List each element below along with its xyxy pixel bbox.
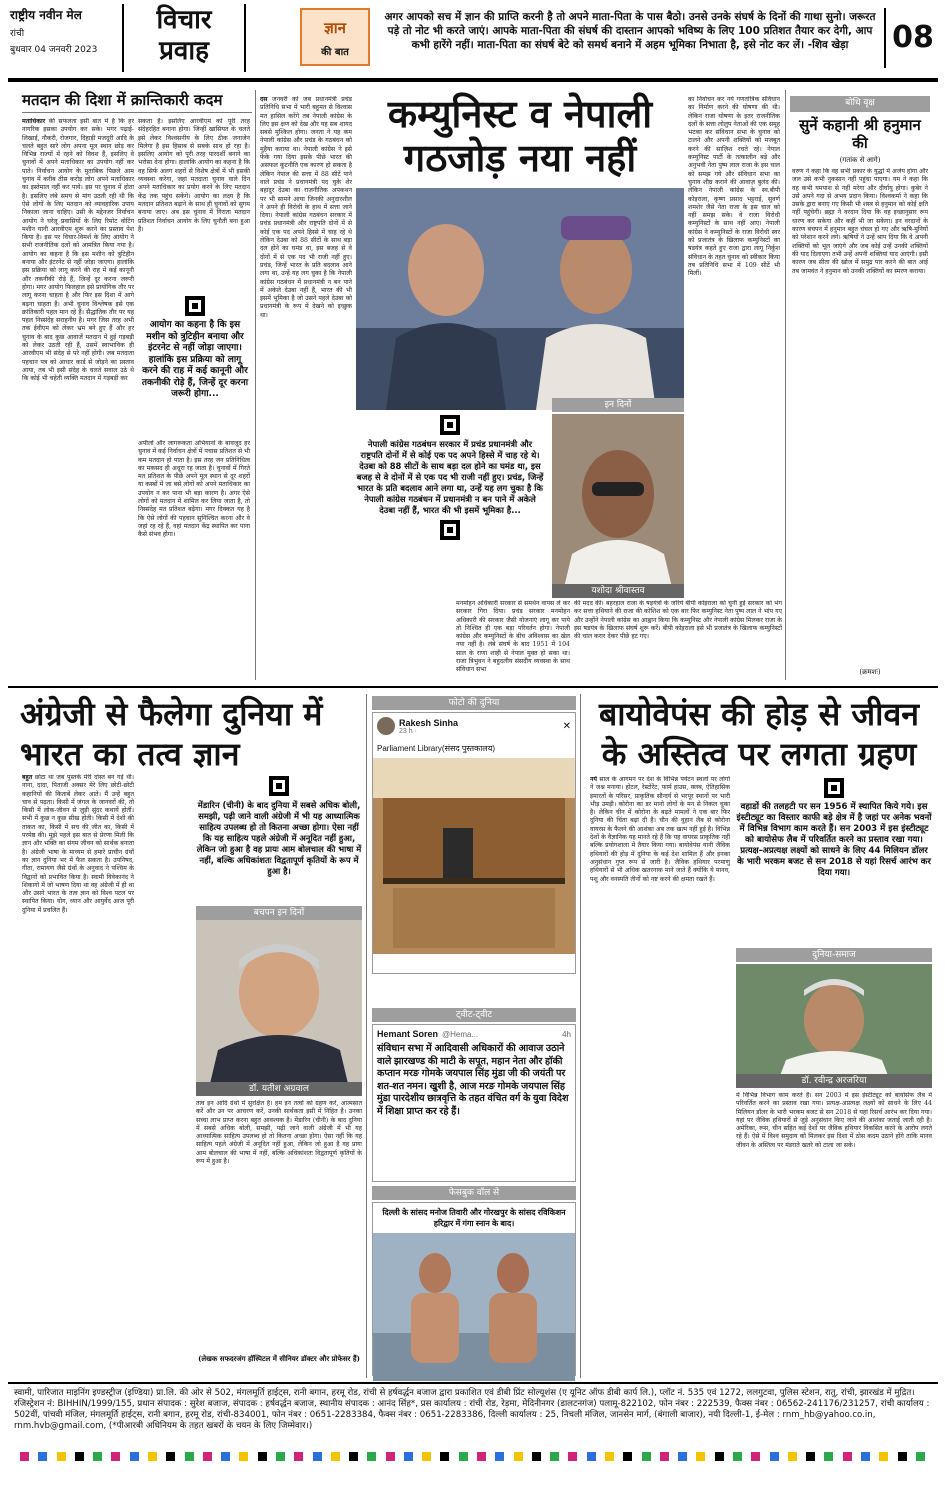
tweet-text: संविधान सभा में आदिवासी अधिकारों की आवाज उठाने वाले झारखण्ड की माटी के सपूत, महान नेता और हॉकी कप्तान मरङ गोमके जयपाल सिंह मुंडा जी की जयंती पर शत-शत नमन। खुशी है, आज मरङ गोमके जयपाल सिंह मुंडा पारदेशीय छात्रवृत्ति के तहत वंचित वर्ग के युवा विदेश में शिक्षा प्राप्त कर रहे हैं। [377, 1043, 569, 1117]
author-photo-art [736, 964, 932, 1086]
leaders-photo [356, 188, 684, 410]
section-title-line1: विचार [156, 5, 212, 35]
color-dot [770, 1452, 779, 1461]
color-dot [788, 1452, 797, 1461]
qr-code-icon [269, 776, 289, 796]
color-dot [916, 1452, 925, 1461]
tweet-time: 4h [562, 1029, 571, 1039]
article1-headline: मतदान की दिशा में क्रान्तिकारी कदम [22, 91, 223, 109]
color-dot [313, 1452, 322, 1461]
article4-headline-line1: बायोवेपंस की होड़ से जीवन [598, 695, 920, 733]
article2-pullquote-text: नेपाली कांग्रेस गठबंधन सरकार में प्रचंड प्रधानमंत्री और राष्ट्रपति दोनों में से कोई एक पद अपने हिस्से में चाह रहे थे। देउबा को 88 सीटों के साथ बड़ा दल होने का घमंड था, इस बजह से वे दोनों में से एक पद भी राजी नहीं हुए। प्रचंड, जिन्हें भारत के प्रति बदलाव आने लगा था, उन्हें यह लग चुका है कि नेपाली कांग्रेस गठबंधन में प्रधानमंत्री न बन पाने में अकेले देउबा नहीं हैं, भारत की भी इसमें भूमिका है... [356, 439, 544, 515]
gyan-ki-baat-badge [300, 8, 370, 66]
article4-pullquote-text: वहाडों की तलहटी पर सन 1956 में स्थापित किये गये। इस इंस्टीट्यूट का विस्तार काफी बड़े क्षेत्र में है जहां पर अनेक भवनों में विभिन्न विभाग काम करते हैं। सन 2003 में इस इंस्टीट्यूट को बायोसेफ लैब में परिवर्तित करने का प्रस्ताव रखा गया। प्रत्यक्ष-अप्रत्यक्ष लक्ष्यों को साधने के लिए 44 मिलियन डॉलर के भारी भरकम बजट से सन 2018 से यहां रिसर्च आरंभ कर दिया गया। [736, 802, 932, 878]
color-dot [642, 1452, 651, 1461]
color-dot [532, 1452, 541, 1461]
color-dot [440, 1452, 449, 1461]
leaders-photo-art [356, 188, 684, 410]
article3-footer: (लेखक सफदरजंग हॉस्पिटल में सीनियर डॉक्टर और प्रोफेसर हैं) [198, 1354, 360, 1363]
mid-rule [8, 686, 938, 688]
color-dot [587, 1452, 596, 1461]
parliament-library-photo [373, 758, 575, 954]
article4-col2: में विभिन्न विभाग काम करते हैं। सन 2003 में इस इंस्टीट्यूट को बायोसेफ लैब में परिवर्तित करने का प्रस्ताव रखा गया। प्रत्यक्ष-अप्रत्यक्ष लक्ष्यों को साधने के लिए 44 मिलियन डॉलर के भारी भरकम बजट से सन 2018 से यहां रिसर्च आरंभ कर दिया गया। यहां पर जैविक हथियारों से जुड़े अनुसंधान किए जाने की आशंका जताई जाती रही है। अमेरिका, रूस, चीन सहित कई देशों पर जैविक हथियार विकसित करने के आरोप लगते रहे हैं। ऐसे में विश्व समुदाय को मिलकर इस दिशा में ठोस कदम उठाने होंगे ताकि मानव जीवन के अस्तित्व पर मंडराते खतरे को टाला जा सके। [736, 1092, 932, 1149]
article1-pullquote-text: आयोग का कहना है कि इस मशीन को त्रुटिहीन बनाया और इंटरनेट से नहीं जोड़ा जाएगा। हालांकि इस प्रक्रिया को लागू करने की राह में कई कानूनी और तकनीकी रोड़े हैं, जिन्हें दूर करना जरूरी होगा... [141, 320, 249, 399]
footer-imprint: स्वामी, पारिजात माइनिंग इण्डस्ट्रीज (इण्डिया) प्रा.लि. की ओर से 502, मंगलमूर्ति हाईट्स, रानी बगान, हरमू रोड, रांची से हर्षवर्द्धन बजाज द्वारा प्रकाशित एवं डीबी प्रिंट सोल्यूशंस (ए यूनिट ऑफ डीबी कार्प लि.), प्लॉट नं. 535 एवं 1272, ललगुटवा, पुलिस स्टेशन, रातु, रांची, झारखंड में मुद्रित। रजिस्ट्रेशन नं: BIHHIN/1999/155, प्रधान संपादक : सुरेश बजाज, संपादक : हर्षवर्द्धन बजाज, स्थानीय संपादक : आनंद सिंह*, प्रस कार्यालय : रांची रोड, रेड़मा, मेदिनीनगर (डालटनगंज) पलामू-822102, फोन नंबर : 222539, फैक्स नंबर : 06562-241176/231257, रांची कार्यालय : 502वीं, पांचवी मंजिल, मंगलमूर्ति हाईट्स, रानी बगान, हरमू रोड, रांची-834001, फोन नंबर : 0651-2283384, फैक्स नंबर : 0651-2283386, दिल्ली कार्यालय : 25, निचली मंजिल, जानसेन मार्ग, (बंगाली बाजार), नयी दिल्ली-1, ई-मेल : rnm_hb@yahoo.co.in, rnm.hvb@gmail.com, (*पीआरबी अधिनियम के तहत खबरों के चयन के लिए जिम्मेवार।) [14, 1388, 930, 1431]
color-registration-strip [20, 1452, 925, 1462]
post-user-block [399, 718, 458, 735]
paper-name: राष्ट्रीय नवीन मेल [10, 8, 82, 22]
author-photo [552, 414, 684, 596]
tweet-card [372, 1024, 576, 1182]
top-rule [8, 78, 938, 82]
facebook-post-card [372, 712, 576, 974]
gyan-sub: की बात [321, 47, 349, 58]
bodh-vriksh-label: बोधि वृक्ष [790, 96, 930, 112]
article2-headline-line2: गठजोड़ नया नहीं [403, 136, 637, 180]
article3-headline-line1: अंग्रेजी से फैलेगा दुनिया में [20, 695, 323, 733]
bodh-vriksh-footer: (क्रमशः) [859, 668, 881, 676]
color-dot [696, 1452, 705, 1461]
color-dot [861, 1452, 870, 1461]
tweet-header [377, 1029, 571, 1039]
author-caption: डॉ. यतीश अग्रवाल [196, 1082, 362, 1096]
color-dot [185, 1452, 194, 1461]
page-number: 08 [884, 8, 940, 68]
article1-col1-text: की सफलता इसी बात में है कि हर नागरिक इसका उपयोग कर सके। मगर पढ़ाई-लिखाई, नौकरी, रोजगार, दिहाड़ी मजदूरी आदि के चलते बहुत सारे लोग अपना मूल स्थान छोड़ कर विभिन्न राज्यों में रहने को विवश हैं, इसलिए वे चुनावों में अपने मताधिकार का उपयोग नहीं कर पाते। निर्वाचन आयोग के मुताबिक पिछले आम चुनाव में करीब तीस करोड़ लोग अपने मताधिकार का इस्तेमाल नहीं कर पाये। इस पर चुनाव में होता है। इसलिए लंबे समय से मांग उठती रही थी कि ऐसे लोगों के लिए मतदान को व्यावहारिक उपाय निकाला जाना चाहिए। उसी के मद्देनजर निर्वाचन आयोग ने घरेलू प्रवासियों के लिए रिमोट वोटिंग मशीन यानी आरवीएम शुरू करने का प्रस्ताव पेश किया है। इस पर विचार-विमर्श के लिए आयोग ने सभी राजनीतिक दलों को आमंत्रित किया गया है। आयोग का कहना है कि इस मशीन को त्रुटिहीन बनाया और इंटरनेट से नहीं जोड़ा जाएगा। हालांकि इस प्रक्रिया को लागू करने की राह में कई कानूनी और तकनीकी रोड़े हैं, जिन्हें दूर करना जरूरी होगा। मगर आयोग फिलहाल इसे प्रायोगिक तौर पर लागू करना चाहता है और फिर इस दिशा में आगे बढ़ना चाहता है। अभी चुनाव विश्लेषक इसे एक क्रांतिकारी पहल मान रहे हैं। सैद्धांतिक तौर पर यह पहल निस्संदेह सराहनीय है। मगर जिस तरह अभी तक ईवीएम को लेकर भ्रम बने हुए हैं और हर चुनाव के बाद कुछ आवाजें मतदान में हुई गड़बड़ी को लेकर उठती रही हैं, उसमें स्वाभाविक ही आरवीएम भी संदेह से परे नहीं होगी। जब मतदाता पहचान पत्र को आधार कार्ड से जोड़ने का प्रस्ताव आया, तब भी इसी संदेह के चलते सवाल उठे थे कि कोई भी चहेती व्यक्ति मतदान में गड़बड़ी कर [22, 118, 134, 383]
ganga-snan-photo [373, 1233, 575, 1381]
article3-headline [20, 694, 360, 774]
article4-col1 [590, 776, 730, 1376]
bodh-vriksh-title: सुनें कहानी श्री हनुमान की [799, 116, 921, 152]
color-dot [459, 1452, 468, 1461]
color-dot [477, 1452, 486, 1461]
article2-lead-word: दस [260, 96, 268, 103]
bodh-vriksh-subtitle: (गतांक से आगे) [839, 156, 881, 164]
bachpan-label: बचपन इन दिनों [196, 906, 362, 920]
article3-lead-word: बहुत [22, 774, 33, 781]
color-dot [20, 1452, 29, 1461]
color-dot [38, 1452, 47, 1461]
photo-duniya-label: फोटो की दुनिया [372, 696, 576, 710]
color-dot [93, 1452, 102, 1461]
post-caption: Parliament Library(संसद पुस्तकालय) [377, 744, 496, 753]
color-dot [550, 1452, 559, 1461]
color-dot [111, 1452, 120, 1461]
color-dot [221, 1452, 230, 1461]
color-dot [843, 1452, 852, 1461]
article2-col1-text: जनवरी को जब प्रधानमंत्री प्रचंड प्रतिनिधि सभा में भारी बहुमत से विश्वास मत हासिल करेंगे तब नेपाली कांग्रेस के लिए इस क्षण को देख और यह सब शायद सबसे मुश्किल होगा। जनता ने यह कम नेपाली कांग्रेस और प्रचंड के गठबंधन को मुहैया कराया था। नेपाली कांग्रेस ने इसे फेंके गया दिया इसके पीछे भारत की असफल कूटनीति एक कारण हो सकता है लेकिन नेपाल की सत्ता में 88 सीटें पाने वाले प्रचंड ने प्रधानमंत्री पद चुके शेर बहादुर देउबा का राजनीतिक अपकथन पर भी सामने आया जिनकी अनुदारशील ने अपने ही विरोधी के हाथ में सत्ता जाने दिया। नेपाली कांग्रेस गठबंधन सरकार में प्रचंड प्रधानमंत्री और राष्ट्रपति दोनों में से कोई एक पद अपने हिस्से में चाह रहे थे लेकिन देउबा को 88 सीटों के साथ बड़ा दल होने का घमंड था, इस बजह से वे दोनों में से एक पद भी राजी नहीं हुए। प्रचंड, जिन्हें भारत के प्रति बदलाव आने लगा था, उन्हें यह लग चुका है कि नेपाली कांग्रेस गठबंधन में प्रधानमंत्री न बन पाने में अकेले देउबा नहीं हैं, भारत की भी इसमें भूमिका है जो उसने पहले देउबा को प्रधानमंत्री के रूप में देखने को इच्छुक था। [260, 96, 352, 319]
article1-pullquote [140, 296, 250, 436]
author-photo-art [552, 414, 684, 596]
article3-pullquote [196, 776, 362, 900]
color-dot [733, 1452, 742, 1461]
color-dot [824, 1452, 833, 1461]
facebook-caption: दिल्ली के सांसद मनोज तिवारी और गोरखपुर के सांसद रविकिशन हरिद्वार में गंगा स्नान के बाद। [382, 1208, 566, 1228]
article2-col4: मनमोहन अधिकारी सरकार से समर्थन वापस ले कर सरकार गिरा दिया। प्रचंड सरकार मनमोहन अधिकारी की सरकार जैसी योजनाएं लागू कर पाये तो निश्चित ही एक बड़ा परिवर्तन होगा। नेपाली कांग्रेस और कम्युनिस्टों के बीच अविश्वास का खेल नया नहीं है। लंबे संघर्ष के बाद 1951 में 104 साल के राणा शाही से नेपाल मुक्त हो सका था। राजा त्रिभुवन ने बहुदलीय संसदीय व्यवस्था के साथ संविधान सभा [456, 600, 570, 674]
article3-col1 [22, 774, 134, 1378]
footer-rule [8, 1382, 938, 1384]
color-dot [660, 1452, 669, 1461]
article1-col2: सकता है। इसलिए आरवीएम को पूरी तरह संदेहरहित बनाना होगा। जिन्हीं खासियत के चलते इसे लेकर विश्वसनीय के लिए ठीक जनाजेन मिलेगा है इस हिसाब से सबके साथ हो रहा है। इसलिए आयोग को पूरी तरह पारदर्शी बनाने का भरोसा देना होगा। हालांकि आयोग का कहना है कि वह सिर्फ अलग शहरों से विशेष क्षेत्रों में भी इसकी व्यवस्था करेगा, जहां मतदाता चुनाव वाले दिन अपने मताधिकार का प्रयोग करने के लिए मतदान केंद्र तक पहुंच सकेंगे। आयोग का लक्ष्य है कि मतदान प्रतिशत बढ़ाने के साथ ही चुनावों को सुगम बनाया जाए। अब इस चुनाव में गिराता मतदान प्रतिशत निर्वाचन आयोग के लिए चुनौती बना हुआ है। [138, 118, 250, 233]
color-dot [239, 1452, 248, 1461]
author-photo [736, 964, 932, 1086]
masthead-quote: अगर आपको सच में ज्ञान की प्राप्ति करनी है तो अपने माता-पिता के पास बैठो। उनसे उनके संघर्ष के दिनों की गाथा सुनो। जरूरत पड़े तो नोट भी करते जाएं। आपके माता-पिता की संघर्ष की दास्तान आपको भविष्य के लिए 100 प्रतिशत तैयार कर देगी, आप कभी हारेंगे नहीं। माता-पिता का संघर्ष बेटे को समर्थ बनाने में अहम भूमिका निभाता है, इसे नोट कर लें। -शिव खेड़ा [384, 11, 876, 51]
color-dot [148, 1452, 157, 1461]
color-dot [678, 1452, 687, 1461]
article1-col2b: अपीलों और जागरूकता अभियानों के बावजूद हर चुनाव में कई निर्वाचन क्षेत्रों में पचास प्रतिशत से भी कम मतदान हो पाता है। इस तरह जन प्रतिनिधित्व का मकसद ही अधूरा रह जाता है। चुनावों में गिरते मत प्रतिशत के पीछे अपने मूल स्थान से दूर शहरों या कस्बों में जा बसे लोगों को अपने मताधिकार का उपयोग न कर पाना भी बड़ा कारण है। अगर ऐसे लोगों को मतदान में शामिल कर लिया जाता है, तो निस्संदेह मत प्रतिशत बढ़ेगा। मगर दिक्कत यह है कि ऐसे लोगों की पहचान सुनिश्चित करना और वे जहां रह रहे हैं, वहां मतदान केंद्र स्थापित कर पाना कैसे संभव होगा। [138, 440, 250, 539]
color-dot [623, 1452, 632, 1461]
divider [785, 90, 786, 680]
color-dot [495, 1452, 504, 1461]
color-dot [349, 1452, 358, 1461]
gyan-title: ज्ञान [324, 19, 346, 37]
color-dot [57, 1452, 66, 1461]
duniya-samaj-label: दुनिया-समाज [736, 948, 932, 962]
bodh-vriksh-text: वरुण ने कहा कि वह सभी प्रकार के युद्धों में अजेय होगा और जल उसे कभी नुकसान नहीं पहुंचा पाएगा। यम ने कहा कि वह कभी यमपाश से नहीं मरेगा और दीर्घायु होगा। कुबेर ने उसे अपने गदा से अभय प्रदान किया। विश्वकर्मा ने कहा कि उसके द्वारा बनाए गए किसी भी शस्त्र से हनुमान को कोई क्षति नहीं पहुंचेगी। ब्रह्मा ने वरदान दिया कि वह इच्छानुसार रूप धारण कर सकेगा और कहीं भी जा सकेगा। इन वरदानों के कारण बचपन में हनुमान बहुत चंचल हो गए और ऋषि-मुनियों को परेशान करने लगे। ऋषियों ने उन्हें श्राप दिया कि वे अपनी शक्तियों को भूल जाएंगे और जब कोई उन्हें उनकी शक्तियों की याद दिलाएगा तभी उन्हें अपनी शक्तियां याद आएंगी। इसी कारण जब सीता की खोज में समुद्र पार करने की बात आई तब जामवंत ने हनुमान को उनकी शक्तियों का स्मरण कराया। [792, 168, 928, 275]
color-dot [386, 1452, 395, 1461]
facebook-label: फेसबुक वॉल से [372, 1186, 576, 1200]
author-photo-art [196, 920, 362, 1092]
article3-headline-line2: भारत का तत्व ज्ञान [20, 735, 240, 773]
color-dot [422, 1452, 431, 1461]
color-dot [568, 1452, 577, 1461]
post-user[interactable]: Rakesh Sinha [399, 717, 459, 728]
divider [580, 694, 581, 1378]
close-icon[interactable]: ✕ [562, 720, 571, 732]
article2-headline [356, 92, 684, 180]
author-caption: यशोदा श्रीवास्तव [552, 584, 684, 598]
masthead-city: रांची [10, 29, 25, 39]
article2-pullquote [356, 415, 544, 585]
color-dot [898, 1452, 907, 1461]
divider [255, 90, 256, 680]
divider [366, 694, 367, 1378]
color-dot [367, 1452, 376, 1461]
color-dot [331, 1452, 340, 1461]
color-dot [203, 1452, 212, 1461]
qr-code-icon [824, 778, 844, 798]
article2-headline-line1: कम्युनिस्ट व नेपाली [387, 92, 653, 136]
tweet-label: ट्वीट-ट्वीट [372, 1008, 576, 1022]
color-dot [514, 1452, 523, 1461]
qr-code-icon [440, 415, 460, 435]
tweet-user[interactable]: Hemant Soren [377, 1029, 439, 1039]
color-dot [75, 1452, 84, 1461]
author-photo [196, 920, 362, 1092]
color-dot [605, 1452, 614, 1461]
author-caption: डॉ. रवीन्द्र अरजरिया [736, 1074, 932, 1088]
article3-pullquote-text: मेंडारिन (चीनी) के बाद दुनिया में सबसे अधिक बोली, समझी, पढ़ी जाने वाली अंग्रेजी में भी यह आध्यात्मिक साहित्य उपलब्ध हो तो कितना अच्छा होगा। ऐसा नहीं कि यह साहित्य पहले अंग्रेजी में अनूदित नहीं हुआ, लेकिन जो हुआ है वह प्रायः आम बोलचाल की भाषा में नहीं, बल्कि अधिकांशतः विद्वतापूर्ण कृतियों के रूप में हुआ है। [196, 800, 362, 876]
color-dot [130, 1452, 139, 1461]
tweet-handle[interactable]: @Hema... [442, 1029, 479, 1039]
qr-code-icon [440, 520, 460, 540]
article4-pullquote [736, 778, 932, 938]
article1-col1 [22, 118, 134, 678]
color-dot [276, 1452, 285, 1461]
article2-col2: का निर्वाचन कर नये गणतांत्रिक संविधान का निर्माण करने की घोषणा की थी। लेकिन राजा घोषणा के इतर राजनीतिक दलों के सत्ता लोलुप नेताओं की एक समूह भटका कर संविधान सभा के चुनाव को टालने और अपनी शक्तियों को मजबूत करने की साज़िश रचते रहे। नेपाल कम्युनिस्ट पार्टी के तत्कालीन बड़े और अनुभवी नेता पुष्प लाल राजा के इस चाल को समझ गये और संविधान सभा का चुनाव शीघ्र कराने की आवाज़ बुलंद की। लेकिन नेपाली कांग्रेस के स्व.बीपी कोइराला, कृष्ण प्रसाद भट्टराई, सुवर्ण शमशेर जैसे नेता राजा के इस चाल को नहीं समझ सके। वे राजा विरोधी कम्युनिस्टों के साथ नहीं आए। नेपाली कांग्रेस ने कम्युनिस्टों के राजा विरोधी स्वर को प्रजातंत्र के खिलाफ कम्युनिस्टों का षडयंत्र कहते हुए राजा द्वारा लागू निर्कुश संविधान के तहत चुनाव को स्वीकार किया तब प्रतिनिधि सभा में 109 सीटें भी मिलीं। [688, 96, 780, 278]
article4-headline [586, 694, 932, 774]
masthead-date: बुधवार 04 जनवरी 2023 [10, 45, 98, 55]
color-dot [166, 1452, 175, 1461]
facebook-card [372, 1202, 576, 1376]
article3-col2: तत्व इन आदि ग्रंथों में सुरक्षित है। हम इन तत्वों को ग्रहण करें, आत्मसात करें और उन पर आचरण करें, उनकी सार्थकता इसी में निहित है। उनका सच्चा लाभ प्राप्त करना बहुत आवश्यक है। मेंडारिन (चीनी) के बाद दुनिया में सबसे अधिक बोली, समझी, पढ़ी जाने वाली अंग्रेजी में भी यह आध्यात्मिक साहित्य उपलब्ध हो तो कितना अच्छा होगा। ऐसा नहीं कि यह साहित्य पहले अंग्रेजी में अनूदित नहीं हुआ, लेकिन जो हुआ है वह प्रायः आम बोलचाल की भाषा में नहीं, बल्कि अधिकांशतः विद्वतापूर्ण कृतियों के रूप में हुआ है। [196, 1100, 362, 1166]
in-dino-label: इन दिनों [552, 398, 684, 412]
color-dot [751, 1452, 760, 1461]
color-dot [806, 1452, 815, 1461]
article4-col1-text: साल के आगमन पर देश के विभिन्न पर्यटन स्थलों पर लोगों ने जश्न मनाया। होटल, रेस्टोरेंट, फार्म हाउस, क्लब, ऐतिहासिक इमारतों के परिसर, प्राकृतिक सौन्दर्य से भरपूर स्थानों पर भारी भीड़ उमड़ी। कोरोना का डर मानो लोगों के मन से निकल चुका है। लेकिन चीन में कोरोना के बढ़ते मामलों ने एक बार फिर दुनिया की चिंता बढ़ा दी है। चीन की वुहान लैब से कोरोना वायरस के फैलने की आशंका अब तक खत्म नहीं हुई है। विभिन्न देशों के वैज्ञानिक यह मानते रहे हैं कि यह वायरस प्राकृतिक नहीं बल्कि प्रयोगशाला में तैयार किया गया। बायोवेपंस यानी जैविक हथियारों की होड़ में दुनिया के कई देश शामिल हैं और इनका अनुसंधान गुप्त रूप से जारी है। जैविक हथियार परमाणु हथियारों से भी अधिक खतरनाक माने जाते हैं क्योंकि ये मानव, पशु और वनस्पति तीनों को नष्ट करने की क्षमता रखते हैं। [590, 776, 730, 883]
color-dot [404, 1452, 413, 1461]
article3-col1-text: छोटा था जब पुस्तकें मेरी दोस्त बन गई थीं। नाना, दादा, पिताजी अक्सर मेरे लिए छोटी-छोटी कहानियों की किताबें लेकर आते। मैं उन्हें बहुत चाव से पढ़ता। किसी में जंगल के जानवरों की, तो किसी में लोक-जीवन से जुड़ी सुंदर कथायें होतीं। सभी में कुछ न कुछ सीख होती। किसी में देशी की ताकत का, किसी में सच की जीत का, किसी में परमेष्ठ की। मुझे पहले इस बात से प्रेरणा मिली कि ज्ञान और भक्ति का संगम जीवन को सार्थक बनाता है। अंग्रेजी भाषा के माध्यम से हमारे प्राचीन ग्रंथों का ज्ञान दुनिया भर में फैल सकता है। उपनिषद, गीता, रामायण जैसे ग्रंथों के अनुवाद ने पश्चिम के विद्वानों को प्रभावित किया है। स्वामी विवेकानंद ने शिकागो में जो भाषण दिया था वह अंग्रेजी में ही था और उसने भारत के तत्व ज्ञान को विश्व पटल पर स्थापित किया। योग, ध्यान और आयुर्वेद आज पूरी दुनिया में प्रचलित हैं। [22, 774, 134, 914]
avatar[interactable] [377, 717, 395, 735]
article2-col5: की मदद की। बहरहाल राजा के षड़यंत्रों के जरिये बीपी कोइराला को चुनी हुई सरकार को भंग कर सत्ता हथियाने की राजा की कोशिश को एक बार फिर कम्युनिस्ट नेता पुष्प लाल ने भांप गए और उन्होंने नेपाली कांग्रेस का आह्वान किया कि कम्युनिस्ट और नेपाली कांग्रेस मिलकर राजा के इस षडयंत्र के खिलाफ संघर्ष शुरू करें। बीपी कोइराला इसे भी प्रजातंत्र के खिलाफ कम्युनिस्टों की चाल करार देकर पीछे हट गए। [574, 600, 782, 641]
section-title-line2: प्रवाह [159, 36, 209, 66]
section-title [122, 4, 246, 72]
post-time: 23 h · [399, 727, 417, 735]
article1-lead-word: मताधिकार [22, 118, 46, 125]
color-dot [294, 1452, 303, 1461]
color-dot [258, 1452, 267, 1461]
masthead-logo [10, 6, 120, 66]
color-dot [715, 1452, 724, 1461]
color-dot [879, 1452, 888, 1461]
post-header [373, 713, 575, 739]
qr-code-icon [185, 296, 205, 316]
article4-headline-line2: के अस्तित्व पर लगता ग्रहण [601, 735, 917, 773]
article2-col1 [260, 96, 352, 678]
article1-underline [22, 112, 252, 113]
article4-lead-word: नये [590, 776, 598, 783]
